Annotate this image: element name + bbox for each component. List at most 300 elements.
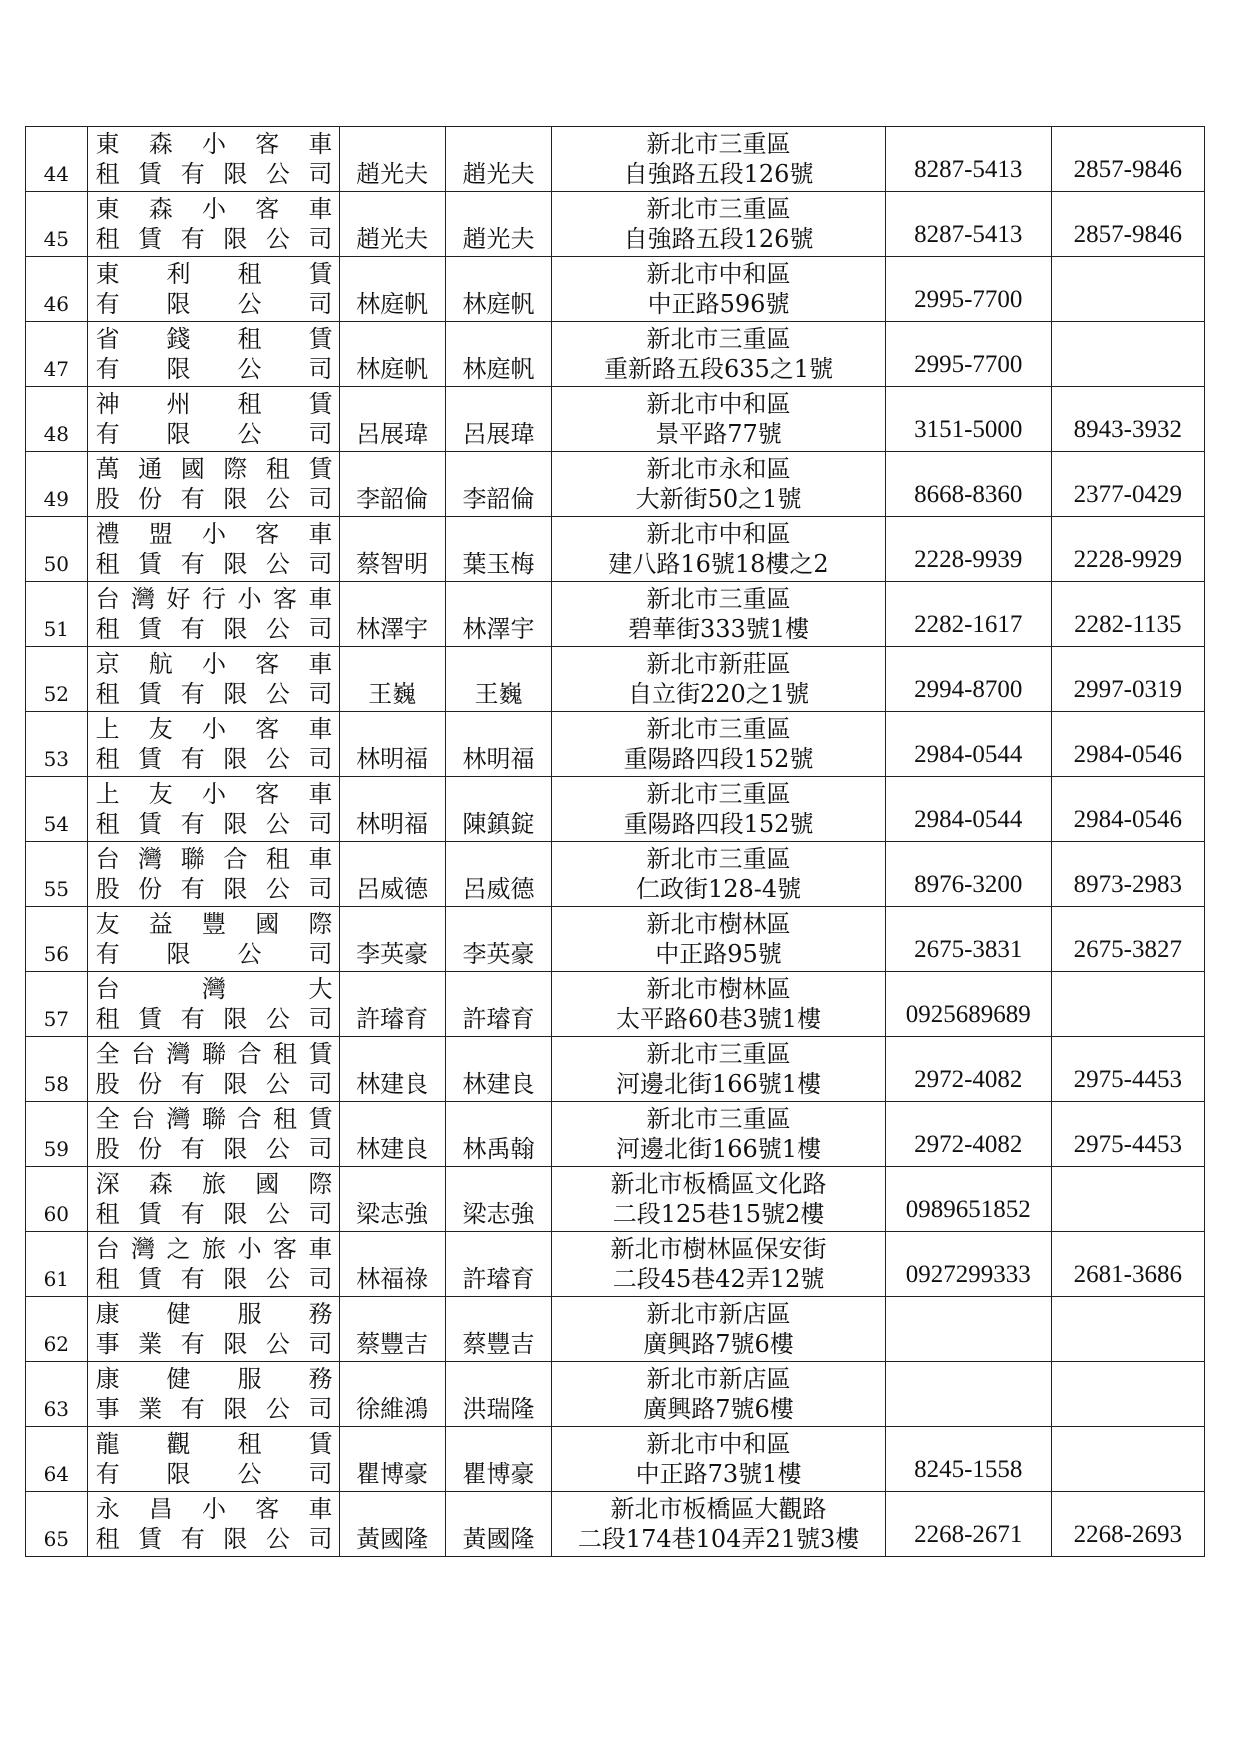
address-line: 自強路五段126號 [623,160,814,188]
company-name-char: 龍 [95,1430,120,1458]
company-name-line [88,484,339,514]
contact-cell: 許璿育 [445,1232,551,1297]
table-row [26,1297,1205,1362]
address-line: 新北市三重區 [646,585,791,613]
company-name-char: 客 [255,195,280,223]
company-name-char: 公 [265,1395,290,1423]
phone2-cell: 2975-4453 [1051,1102,1204,1167]
company-name-char: 客 [255,780,280,808]
company-name-line [88,1524,339,1554]
company-name-char: 司 [308,1200,333,1228]
address-line: 新北市三重區 [646,845,791,873]
address-line: 自強路五段126號 [623,225,814,253]
company-name-char: 公 [265,745,290,773]
company-name-char: 司 [308,875,333,903]
company-name-char: 賃 [138,680,163,708]
company-name-char: 司 [308,1070,333,1098]
company-name-char: 豐 [202,910,227,938]
table-body [26,127,1205,1557]
company-name-char: 小 [237,1235,262,1263]
company-name-char: 神 [95,390,120,418]
phone2-cell: 2268-2693 [1051,1492,1204,1557]
company-name-char: 有 [180,550,205,578]
company-name-char: 台 [95,1235,120,1263]
phone-cell: 8976-3200 [885,842,1051,907]
company-name-char: 有 [180,745,205,773]
company-name-char: 公 [237,355,262,383]
company-name-char: 公 [265,485,290,513]
owner-cell: 瞿博豪 [339,1427,445,1492]
company-name-char: 賃 [308,1105,333,1133]
address-line: 新北市新店區 [646,1365,791,1393]
company-name-char: 車 [308,1495,333,1523]
company-name-char: 好 [166,585,191,613]
contact-cell: 呂威德 [445,842,551,907]
phone-cell: 2972-4082 [885,1037,1051,1102]
contact-cell: 瞿博豪 [445,1427,551,1492]
company-name-char: 租 [237,325,262,353]
company-name-char: 台 [95,845,120,873]
company-name-char: 司 [308,1460,333,1488]
company-name-line [88,1494,339,1524]
company-name-char: 州 [166,390,191,418]
company-name-char: 限 [223,1200,248,1228]
company-name-char: 客 [255,520,280,548]
company-name-char: 際 [308,1170,333,1198]
company-name-char: 司 [308,615,333,643]
company-name-char: 航 [148,650,173,678]
company-name-line [88,454,339,484]
table-row [26,712,1205,777]
owner-cell: 趙光夫 [339,192,445,257]
phone2-cell: 8973-2983 [1051,842,1204,907]
row-number-cell: 51 [26,582,88,647]
owner-cell: 林澤宇 [339,582,445,647]
company-name-char: 之 [166,1235,191,1263]
company-name-char: 合 [237,1040,262,1068]
company-name-line [88,1364,339,1394]
company-name-char: 賃 [138,1005,163,1033]
row-number-cell: 50 [26,517,88,582]
address-cell [552,1362,886,1427]
company-name-char: 小 [202,650,227,678]
company-name-cell [87,1297,339,1362]
company-name-char: 公 [265,1265,290,1293]
contact-cell: 王巍 [445,647,551,712]
company-name-cell [87,1037,339,1102]
address-cell [552,452,886,517]
address-cell [552,907,886,972]
address-cell [552,517,886,582]
address-line: 廣興路7號6樓 [643,1330,794,1358]
company-name-char: 租 [265,455,290,483]
company-name-char: 公 [265,160,290,188]
address-cell [552,192,886,257]
owner-cell: 林建良 [339,1037,445,1102]
company-name-char: 賃 [138,745,163,773]
company-name-char: 全 [95,1105,120,1133]
company-name-line [88,129,339,159]
company-name-char: 租 [95,1005,120,1033]
company-name-char: 租 [95,745,120,773]
company-name-char: 份 [138,1070,163,1098]
company-name-char: 賃 [138,810,163,838]
phone-cell [885,1362,1051,1427]
phone-cell: 0927299333 [885,1232,1051,1297]
phone2-cell: 2984-0546 [1051,712,1204,777]
company-name-line [88,159,339,189]
company-name-char: 司 [308,745,333,773]
phone-cell: 2995-7700 [885,322,1051,387]
company-name-line [88,324,339,354]
address-cell [552,647,886,712]
company-name-char: 聯 [202,1040,227,1068]
company-name-char: 賃 [308,390,333,418]
company-name-char: 公 [237,420,262,448]
company-name-char: 錢 [166,325,191,353]
company-name-char: 務 [308,1365,333,1393]
table-row [26,1102,1205,1167]
address-line: 中正路596號 [647,290,790,318]
table-row [26,1232,1205,1297]
company-name-char: 司 [308,1395,333,1423]
company-name-char: 租 [95,160,120,188]
address-cell [552,712,886,777]
company-name-char: 灣 [166,1040,191,1068]
contact-cell: 林禹翰 [445,1102,551,1167]
company-name-char: 司 [308,485,333,513]
address-cell [552,1102,886,1167]
address-cell [552,1037,886,1102]
owner-cell: 徐維鴻 [339,1362,445,1427]
address-cell [552,1427,886,1492]
phone-cell: 0989651852 [885,1167,1051,1232]
company-name-char: 公 [265,225,290,253]
company-name-char: 觀 [166,1430,191,1458]
company-name-char: 公 [265,1005,290,1033]
company-name-char: 租 [95,225,120,253]
company-name-char: 限 [223,745,248,773]
company-name-char: 公 [265,680,290,708]
company-name-line [88,1459,339,1489]
company-name-char: 有 [180,1330,205,1358]
company-name-char: 健 [166,1300,191,1328]
company-name-char: 有 [95,290,120,318]
company-name-cell [87,1492,339,1557]
company-name-cell [87,1362,339,1427]
phone2-cell [1051,972,1204,1037]
address-line: 新北市中和區 [646,1430,791,1458]
company-name-char: 有 [180,1005,205,1033]
company-name-cell [87,712,339,777]
owner-cell: 林明福 [339,712,445,777]
company-name-char: 車 [308,650,333,678]
table-row [26,127,1205,192]
company-name-char: 深 [95,1170,120,1198]
company-name-char: 合 [223,845,248,873]
company-name-char: 台 [95,975,120,1003]
row-number-cell: 48 [26,387,88,452]
company-name-char: 司 [308,1265,333,1293]
contact-cell: 林庭帆 [445,257,551,322]
contact-cell: 呂展瑋 [445,387,551,452]
row-number-cell: 61 [26,1232,88,1297]
rental-company-table [25,126,1205,1557]
company-name-char: 賃 [138,160,163,188]
company-name-char: 小 [237,585,262,613]
company-name-char: 台 [131,1105,156,1133]
company-name-char: 旅 [202,1235,227,1263]
table-row [26,1427,1205,1492]
company-name-char: 聯 [180,845,205,873]
company-name-cell [87,517,339,582]
address-cell [552,1297,886,1362]
contact-cell: 梁志強 [445,1167,551,1232]
table-row [26,972,1205,1037]
company-name-cell [87,1427,339,1492]
table-row [26,1362,1205,1427]
company-name-char: 有 [180,1265,205,1293]
company-name-char: 司 [308,160,333,188]
company-name-char: 賃 [138,225,163,253]
company-name-line [88,1394,339,1424]
company-name-line [88,259,339,289]
company-name-char: 車 [308,520,333,548]
table-row [26,1492,1205,1557]
company-name-char: 限 [223,1005,248,1033]
company-name-cell [87,452,339,517]
address-line: 自立街220之1號 [628,680,810,708]
company-name-char: 公 [265,550,290,578]
address-line: 仁政街128-4號 [635,875,802,903]
company-name-char: 通 [138,455,163,483]
phone2-cell: 8943-3932 [1051,387,1204,452]
contact-cell: 林建良 [445,1037,551,1102]
company-name-char: 車 [308,130,333,158]
company-name-char: 有 [180,1200,205,1228]
table-row [26,387,1205,452]
company-name-char: 健 [166,1365,191,1393]
company-name-char: 限 [223,1330,248,1358]
company-name-line [88,809,339,839]
address-line: 新北市中和區 [646,520,791,548]
company-name-char: 賃 [138,1200,163,1228]
address-line: 廣興路7號6樓 [643,1395,794,1423]
owner-cell: 林建良 [339,1102,445,1167]
row-number-cell: 62 [26,1297,88,1362]
phone-cell [885,1297,1051,1362]
row-number-cell: 49 [26,452,88,517]
row-number-cell: 56 [26,907,88,972]
company-name-char: 賃 [138,1525,163,1553]
company-name-line [88,289,339,319]
company-name-char: 灣 [202,975,227,1003]
row-number-cell: 59 [26,1102,88,1167]
company-name-char: 租 [265,845,290,873]
company-name-char: 客 [255,1495,280,1523]
company-name-char: 國 [180,455,205,483]
company-name-char: 公 [265,1330,290,1358]
row-number-cell: 47 [26,322,88,387]
company-name-cell [87,192,339,257]
company-name-char: 小 [202,520,227,548]
contact-cell: 李英豪 [445,907,551,972]
company-name-char: 限 [166,420,191,448]
company-name-char: 賃 [308,260,333,288]
contact-cell: 葉玉梅 [445,517,551,582]
company-name-char: 租 [95,550,120,578]
address-line: 新北市三重區 [646,1040,791,1068]
company-name-char: 永 [95,1495,120,1523]
company-name-char: 京 [95,650,120,678]
address-cell [552,322,886,387]
company-name-line [88,1169,339,1199]
company-name-char: 股 [95,875,120,903]
company-name-line [88,614,339,644]
company-name-char: 業 [138,1395,163,1423]
company-name-char: 東 [95,130,120,158]
company-name-char: 事 [95,1395,120,1423]
company-name-line [88,1039,339,1069]
phone2-cell [1051,1167,1204,1232]
company-name-cell [87,387,339,452]
company-name-line [88,224,339,254]
company-name-char: 利 [166,260,191,288]
company-name-char: 友 [148,780,173,808]
company-name-char: 車 [308,195,333,223]
address-cell [552,777,886,842]
company-name-char: 省 [95,325,120,353]
company-name-char: 有 [180,225,205,253]
company-name-line [88,1199,339,1229]
owner-cell: 梁志強 [339,1167,445,1232]
address-line: 景平路77號 [655,420,782,448]
company-name-char: 公 [265,810,290,838]
company-name-char: 全 [95,1040,120,1068]
company-name-cell [87,907,339,972]
company-name-char: 灣 [166,1105,191,1133]
company-name-char: 限 [166,290,191,318]
company-name-char: 限 [166,355,191,383]
contact-cell: 李韶倫 [445,452,551,517]
table-row [26,257,1205,322]
company-name-char: 客 [255,130,280,158]
contact-cell: 趙光夫 [445,127,551,192]
company-name-char: 公 [265,615,290,643]
company-name-char: 租 [95,1525,120,1553]
phone2-cell: 2228-9929 [1051,517,1204,582]
table-row [26,322,1205,387]
company-name-cell [87,777,339,842]
address-line: 新北市三重區 [646,325,791,353]
table-row [26,1037,1205,1102]
company-name-line [88,584,339,614]
phone2-cell [1051,322,1204,387]
company-name-char: 司 [308,810,333,838]
company-name-char: 股 [95,1070,120,1098]
phone2-cell [1051,1362,1204,1427]
company-name-line [88,1299,339,1329]
company-name-char: 有 [95,1460,120,1488]
company-name-char: 股 [95,1135,120,1163]
company-name-char: 小 [202,780,227,808]
company-name-char: 限 [223,1135,248,1163]
company-name-char: 小 [202,1495,227,1523]
address-line: 新北市中和區 [646,390,791,418]
row-number-cell: 53 [26,712,88,777]
company-name-char: 灣 [131,585,156,613]
company-name-line [88,519,339,549]
address-cell [552,842,886,907]
company-name-char: 有 [180,1525,205,1553]
company-name-char: 台 [131,1040,156,1068]
row-number-cell: 55 [26,842,88,907]
company-name-char: 有 [180,485,205,513]
address-line: 新北市新莊區 [646,650,791,678]
company-name-char: 車 [308,845,333,873]
phone-cell: 8287-5413 [885,192,1051,257]
company-name-char: 有 [180,1395,205,1423]
company-name-char: 森 [148,1170,173,1198]
company-name-line [88,974,339,1004]
contact-cell: 趙光夫 [445,192,551,257]
company-name-char: 租 [95,1265,120,1293]
company-name-char: 森 [148,195,173,223]
table-row [26,842,1205,907]
address-line: 新北市新店區 [646,1300,791,1328]
owner-cell: 王巍 [339,647,445,712]
phone-cell: 2268-2671 [885,1492,1051,1557]
company-name-char: 森 [148,130,173,158]
contact-cell: 林庭帆 [445,322,551,387]
contact-cell: 林澤宇 [445,582,551,647]
company-name-char: 有 [95,940,120,968]
company-name-char: 大 [308,975,333,1003]
row-number-cell: 45 [26,192,88,257]
company-name-char: 康 [95,1300,120,1328]
row-number-cell: 64 [26,1427,88,1492]
owner-cell: 許璿育 [339,972,445,1037]
company-name-char: 旅 [202,1170,227,1198]
address-line: 河邊北街166號1樓 [616,1070,822,1098]
address-line: 二段125巷15號2樓 [612,1200,825,1228]
contact-cell: 洪瑞隆 [445,1362,551,1427]
owner-cell: 林明福 [339,777,445,842]
address-line: 大新街50之1號 [635,485,802,513]
company-name-line [88,1104,339,1134]
company-name-char: 有 [180,1135,205,1163]
address-line: 建八路16號18樓之2 [608,550,829,578]
company-name-char: 份 [138,1135,163,1163]
company-name-cell [87,1102,339,1167]
address-cell [552,582,886,647]
company-name-char: 服 [237,1300,262,1328]
company-name-char: 康 [95,1365,120,1393]
company-name-char: 司 [308,355,333,383]
company-name-char: 賃 [138,615,163,643]
company-name-char: 公 [265,1135,290,1163]
company-name-char: 司 [308,1525,333,1553]
company-name-char: 友 [95,910,120,938]
address-cell [552,1232,886,1297]
company-name-char: 份 [138,485,163,513]
table-row [26,452,1205,517]
company-name-char: 限 [166,1460,191,1488]
row-number-cell: 63 [26,1362,88,1427]
company-name-line [88,679,339,709]
phone-cell: 2228-9939 [885,517,1051,582]
table-row [26,647,1205,712]
